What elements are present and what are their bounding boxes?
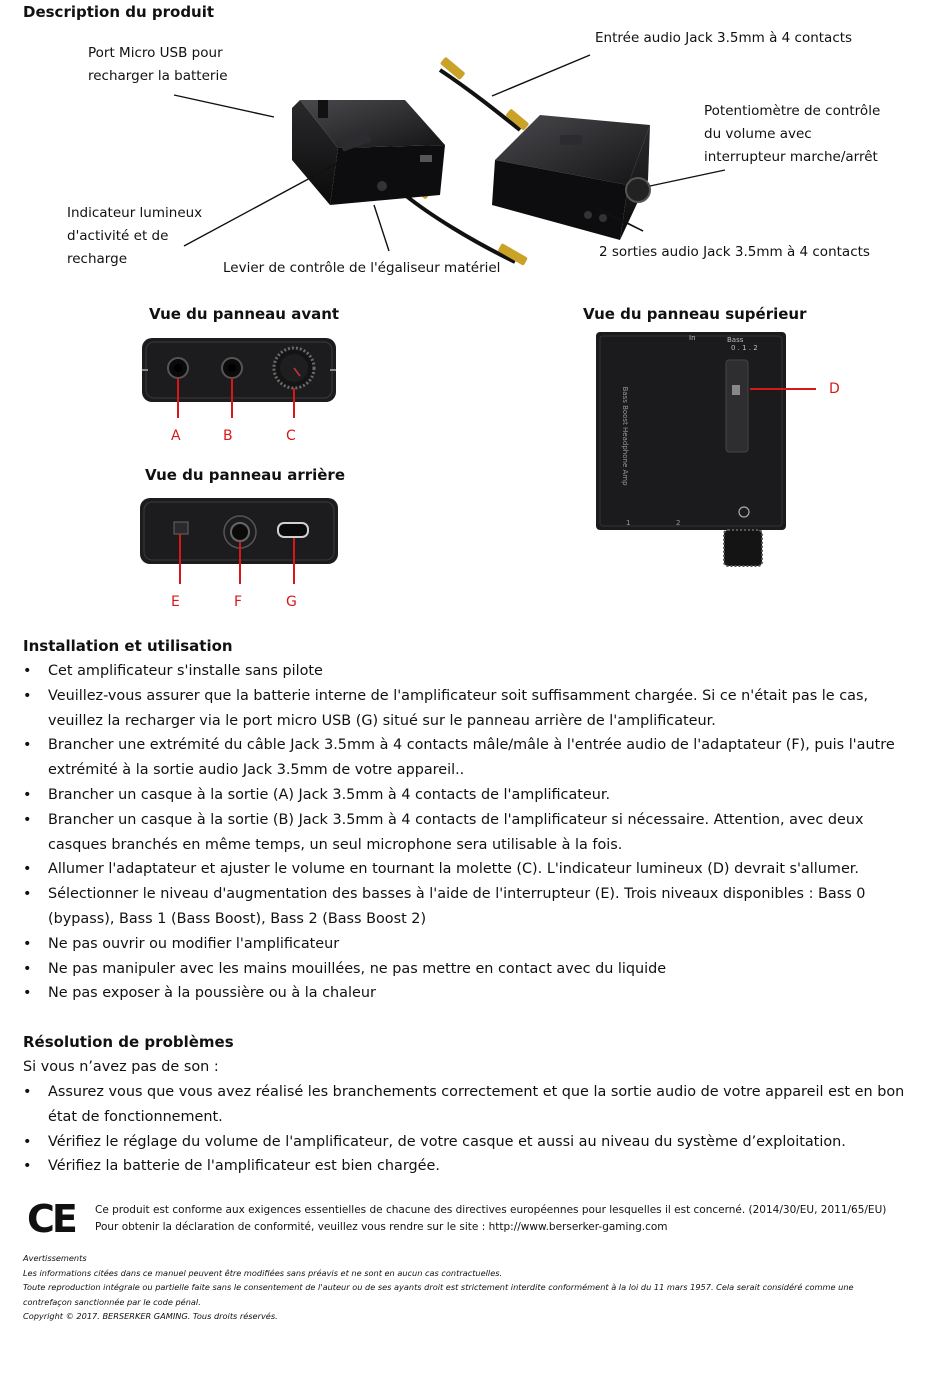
list-item: • Ne pas manipuler avec les mains mouillées, ne pas mettre en contact avec du liquide: [23, 957, 933, 982]
label-indicator: Indicateur lumineux d'activité et de recharge: [67, 205, 203, 267]
top-panel-diagram: [590, 330, 850, 570]
rear-panel-title: Vue du panneau arrière: [145, 466, 346, 484]
warnings-block: Avertissements Les informations citées dans ce manuel peuvent être modifiées sans préavis et ne sont en aucun cas contractuelles. Toute reproduction intégrale ou partielle faite sans le consentement de l'auteur ou de ses ayants droit est strictement interdite conformément à la loi du 11 mars 1957. Cela serait considéré comme une contrefaçon sanctionnée par le code pénal. Copyright © 2017. BERSERKER GAMING. Tous droits réservés.: [23, 1253, 854, 1321]
list-item: • Vérifiez la batterie de l'amplificateur est bien chargée.: [23, 1154, 933, 1179]
list-item: • Brancher une extrémité du câble Jack 3.5mm à 4 contacts mâle/mâle à l'entrée audio de l'adaptateur (F), puis l'autre extrémité à la sortie audio Jack 3.5mm de votre appareil..: [23, 733, 933, 783]
rear-panel-diagram: [130, 490, 350, 590]
letter-c: C: [286, 428, 296, 444]
print-bass-levels: 0 . 1 . 2: [731, 344, 758, 352]
list-item: • Ne pas ouvrir ou modifier l'amplificateur: [23, 932, 933, 957]
troubleshooting-list: [23, 1080, 933, 1179]
list-item: • Brancher un casque à la sortie (B) Jack 3.5mm à 4 contacts de l'amplificateur si nécessaire. Attention, avec deux casques branchés en même temps, un seul microphone sera utilisable à la fois.: [23, 808, 933, 858]
troubleshooting-intro: Si vous n’avez pas de son :: [23, 1059, 219, 1075]
ce-mark-logo: CE: [27, 1197, 75, 1241]
compliance-text: Ce produit est conforme aux exigences essentielles de chacune des directives européennes pour lesquelles il est concerné. (2014/30/EU, 2011/65/EU) Pour obtenir la déclaration de conformité, veuillez vous rendre sur le site : http://www.berserker-gaming.com: [95, 1204, 887, 1233]
list-item: • Cet amplificateur s'installe sans pilote: [23, 659, 933, 684]
list-item: • Veuillez-vous assurer que la batterie interne de l'amplificateur soit suffisamment chargée. Si ce n'était pas le cas, veuillez la recharger via le port micro USB (G) situé sur le panneau arrière de l'amplificateur.: [23, 684, 933, 734]
letter-f: F: [234, 594, 243, 610]
list-item: • Ne pas exposer à la poussière ou à la chaleur: [23, 981, 933, 1006]
letter-g: G: [286, 594, 297, 610]
section-title-description: Description du produit: [23, 3, 215, 21]
print-side-text: Bass Boost Headphone Amp: [621, 386, 629, 486]
bass-indicator-slot: [726, 360, 748, 452]
list-item: • Allumer l'adaptateur et ajuster le volume en tournant la molette (C). L'indicateur lumineux (D) devrait s'allumer.: [23, 857, 933, 882]
label-eq-lever: Levier de contrôle de l'égaliseur matériel: [223, 260, 501, 276]
indicator-led-icon: [732, 385, 740, 395]
letter-d: D: [829, 381, 840, 397]
label-audio-outputs: 2 sorties audio Jack 3.5mm à 4 contacts: [599, 244, 870, 260]
label-usb-port: Port Micro USB pour recharger la batterie: [88, 45, 228, 84]
letter-a: A: [171, 428, 181, 444]
label-audio-input: Entrée audio Jack 3.5mm à 4 contacts: [595, 30, 853, 46]
top-panel-title: Vue du panneau supérieur: [583, 305, 807, 323]
audio-input-jack-icon: [231, 523, 249, 541]
list-item: • Brancher un casque à la sortie (A) Jack 3.5mm à 4 contacts de l'amplificateur.: [23, 783, 933, 808]
list-item: • Vérifiez le réglage du volume de l'amplificateur, de votre casque et aussi au niveau du système d’exploitation.: [23, 1130, 933, 1155]
section-title-troubleshooting: Résolution de problèmes: [23, 1033, 234, 1051]
device-right: [492, 115, 650, 240]
print-bass: Bass: [727, 336, 744, 344]
letter-b: B: [223, 428, 233, 444]
print-out-1: 1: [626, 519, 631, 527]
list-item: • Assurez vous que vous avez réalisé les branchements correctement et que la sortie audio de votre appareil est en bon état de fonctionnement.: [23, 1080, 933, 1130]
print-in: In: [689, 334, 696, 342]
bass-switch-icon: [174, 522, 188, 534]
device-left: [292, 100, 445, 205]
product-illustration: [0, 0, 950, 290]
print-out-2: 2: [676, 519, 681, 527]
volume-knob-top-icon: [724, 530, 762, 566]
front-panel-title: Vue du panneau avant: [149, 305, 340, 323]
micro-usb-port-icon: [278, 523, 308, 537]
installation-list: [23, 659, 933, 1006]
front-panel-diagram: [130, 330, 350, 450]
section-title-installation: Installation et utilisation: [23, 637, 233, 655]
list-item: • Sélectionner le niveau d'augmentation des basses à l'aide de l'interrupteur (E). Trois niveaux disponibles : Bass 0 (bypass), Bass 1 (Bass Boost), Bass 2 (Bass Boost 2): [23, 882, 933, 932]
letter-e: E: [171, 594, 180, 610]
label-volume-pot: Potentiomètre de contrôle du volume avec interrupteur marche/arrêt: [704, 103, 881, 165]
